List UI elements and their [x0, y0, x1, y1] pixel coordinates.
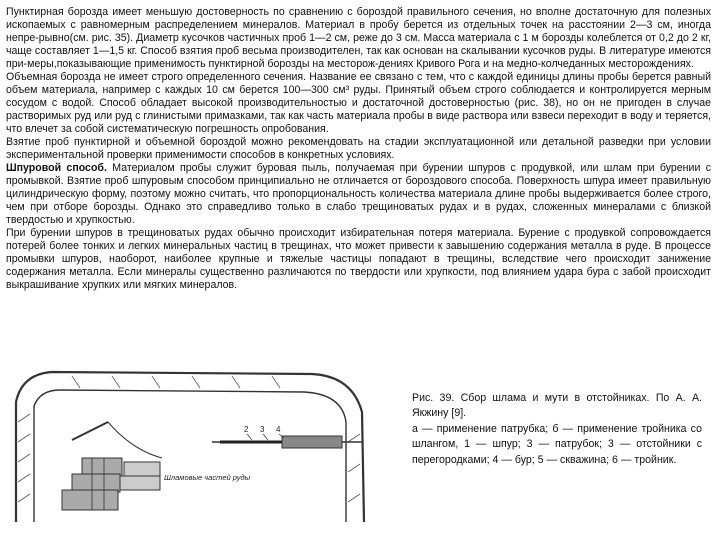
- callout-3: 3: [260, 425, 265, 434]
- paragraph-1-text: Пунктирная борозда имеет меньшую достоверность по сравнению с бороздой правильного сечения, но вполне достаточную для полезных ископаемых с равномерным распределением минералов. Материал в пробу берется из отдельных точек на расстоянии 2—3 см, иногда непре-рывно(см. рис. 35). Диаметр кусочков частичных проб 1—2 см, реже до 3 см. Масса материала с 1 м борозды колеблется от 0,2 до 2 кг, чаще составляет 1—1,5 кг. Способ взятия проб весьма производителен, так как основан на скалывании кусочков руды. В литературе имеются при-меры,показывающие применимость пунктирной борозды на месторож-дениях Кривого Рога и на медно-колчеданных месторождениях.: [6, 6, 711, 70]
- settling-tanks: [62, 458, 160, 510]
- paragraph-5-text: При бурении шпуров в трещиноватых рудах обычно происходит избирательная потеря материала. Бурение с продувкой сопровождается потерей более тонких и легких минеральных частиц в трещинах, что может привести к завышению содержания металла в руде. В процессе промывки шпуров, наоборот, наиболее крупные и тяжелые частицы попадают в трещины, вследствие чего происходит занижение содержания металла. Если минералы существенно различаются по твердости или хрупкости, под влиянием удара бура с забой происходит выкрашивание хрупких или мягких минералов.: [6, 227, 711, 291]
- callout-4: 4: [276, 425, 281, 434]
- paragraph-2-text: Объемная борозда не имеет строго определенного сечения. Название ее связано с тем, что с каждой единицы длины пробы берется равный объем материала, например с каждых 10 см берется 100—300 см³ руды. Принятый объем строго соблюдается и контролируется мерным сосудом с водой. Способ обладает высокой производительностью и достаточной достоверностью (рис. 38), но он не пригоден в случае растворимых руд или руд с глинистыми примазками, так как часть материала пробы в виде раствора или взвеси переходит в воду и теряется, что влечет за собой систематическую погрешность опробования.: [6, 71, 711, 135]
- caption-title: Рис. 39. Сбор шлама и мути в отстойниках. По А. А. Якжину [9].: [412, 392, 702, 420]
- paragraph-4: [6, 162, 711, 227]
- drill-bit: [282, 436, 342, 448]
- paragraph-3: [6, 136, 711, 162]
- paragraph-3-text: Взятие проб пунктирной и объемной бороздой можно рекомендовать на стадии эксплуатационной или детальной разведки при условии экспериментальной проверки применимости способов в конкретных условиях.: [6, 136, 711, 161]
- paragraph-4-text: Материалом пробы служит буровая пыль, получаемая при бурении шпуров с продувкой, или шлам при бурении с промывкой. Взятие проб шпуровым способом принципиально не отличается от бороздового способа. Поверхность шпура имеет правильную цилиндрическую форму, поэтому можно считать, что пропорциональность количества материала длине пробы выдерживается более строго, чем при отборе борозды. Однако это справедливо только в слабо трещиноватых рудах и в рудах, сложенных минералами с близкой твердостью и хрупкостью.: [6, 162, 711, 226]
- paragraph-5: [6, 227, 711, 292]
- paragraph-1: [6, 6, 711, 71]
- callout-2: 2: [244, 425, 249, 434]
- document-body: [6, 6, 711, 292]
- paragraph-2: [6, 71, 711, 136]
- hose: [108, 422, 162, 458]
- caption-body: а — применение патрубка; б — применение тройника со шлангом, 1 — шпур; 3 — патрубок; 3 — отстойники с перегородками; 4 — бур; 5 — скважина; 6 — тройник.: [412, 422, 702, 466]
- figure-caption: [412, 391, 702, 468]
- figure-label: Шламовые частей руды: [164, 473, 251, 482]
- drill-rod: [72, 422, 108, 440]
- section-heading: Шпуровой способ.: [6, 162, 107, 174]
- figure-39-drawing: [12, 362, 380, 530]
